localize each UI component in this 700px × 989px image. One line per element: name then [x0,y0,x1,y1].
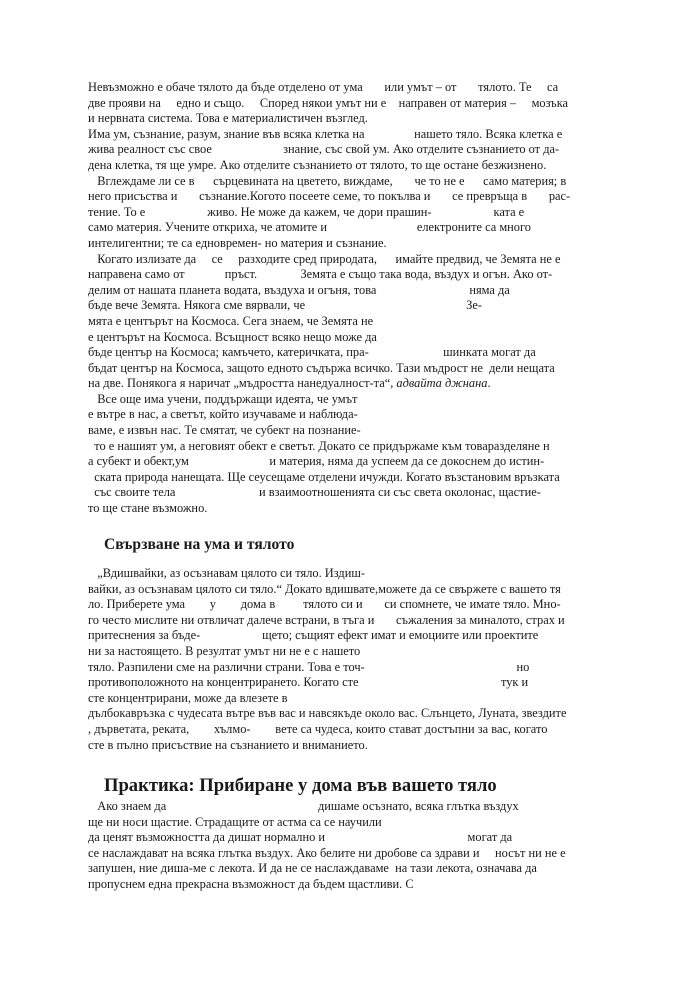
text-line: да ценят възможността да дишат нормално и могат да [88,830,513,845]
text-line: Когато излизате да се разходите сред природата, имайте предвид, че Земята не е [88,251,561,266]
section-heading-practice: Практика: Прибиране у дома във вашето тяло [104,775,497,796]
paragraph-block-practice [88,799,612,893]
text-line: и нервната система. Това е материалистичен възглед. [88,111,368,126]
text-line: го често мислите ни отвличат далече встрани, в тъга и съжаления за миналото, страх и [88,612,565,627]
text-line: тяло. Разпилени сме на различни страни. Това е точ- но [88,659,530,674]
text-line: Невъзможно е обаче тялото да бъде отделено от ума или умът – от тялото. Те са [88,80,559,94]
text-line: бъде вече Земята. Някога сме вярвали, че Зе- [88,298,482,313]
text-line: Има ум, съзнание, разум, знание във всяка клетка на нашето тяло. Всяка клетка е [88,126,563,141]
text-line: притеснения за бъде- щето; същият ефект имат и емоциите или проектите [88,628,539,643]
text-line: ло. Приберете ума у дома в тялото си и си спомнете, че имате тяло. Мно- [88,597,561,612]
text-line: противоположното на концентрирането. Когато сте тук и [88,675,529,690]
text-line: бъдат център на Космоса, защото едното съдържа всичко. Тази мъдрост не дели нещата [88,360,555,375]
text-line: пропуснем една прекрасна възможност да бъдем щастливи. С [88,876,414,891]
text-line: жива реалност със свое знание, със свой ум. Ако отделите съзнанието от да- [88,142,560,157]
text-line: ската природа нанещата. Ще сеусещаме отделени ичужди. Когато възстановим връзката [88,469,560,484]
text-line: бъде център на Космоса; камъчето, катеричката, пра- шинката могат да [88,345,536,360]
text-line: „Вдишвайки, аз осъзнавам цялото си тяло. Издиш- [88,566,366,580]
text-line: а субект и обект,ум и материя, няма да успеем да се докоснем до истин- [88,454,545,469]
section-heading-connecting-mind-body: Свързване на ума и тялото [104,536,295,553]
text-line: ни за настоящето. В резултат умът ни не е с нашето [88,643,361,658]
text-line: дена клетка, тя ще умре. Ако отделите съзнанието от тялото, то ще остане безжизнено. [88,157,547,172]
text-fragment: на две. Понякога я наричат „мъдростта нанедуалност-та“, [88,376,397,391]
text-line: , дърветата, реката, хълмо- вете са чудеса, които стават достъпни за вас, когато [88,721,548,736]
text-line: то ще стане възможно. [88,501,208,516]
text-line: Вглеждаме ли се в сърцевината на цветето, виждаме, че то не е само материя; в [88,173,567,188]
text-line: е центърът на Космоса. Всъщност всяко нещо може да [88,329,377,344]
text-line: интелигентни; те са едновремен- но материя и съзнание. [88,235,387,250]
text-line: тение. То е живо. Не може да кажем, че дори прашин- ката е [88,204,525,219]
text-line: със своите тела и взаимоотношенията си със света околонас, щастие- [88,485,541,500]
text-line: него присъства и съзнание.Когото посеете семе, то покълва и се превръща в рас- [88,189,571,204]
text-line: запушен, ние диша-ме с лекота. И да не се наслаждаваме на тази лекота, означава да [88,861,537,876]
paragraph-block-connecting [88,566,612,753]
period: . [487,376,491,391]
text-line-with-term [88,376,612,392]
text-line: мята е центърът на Космоса. Сега знаем, че Земята не [88,313,374,328]
text-line: само материя. Учените откриха, че атомите и електроните са много [88,220,531,235]
text-line: Все още има учени, поддържащи идеята, че умът [88,391,358,406]
italic-term: адвайта джнана [396,376,488,391]
text-line: ваме, е извън нас. Те смятат, че субект на познание- [88,423,361,438]
text-line: то е нашият ум, а неговият обект е светът. Докато се придържаме към товаразделяне н [88,438,550,453]
text-line: се наслаждават на всяка глътка въздух. Ако белите ни дробове са здрави и носът ни не е [88,845,566,860]
text-line: делим от нашата планета водата, въздуха и огъня, това няма да [88,282,510,297]
text-line: две прояви на едно и също. Според някои умът ни е направен от материя – мозъка [88,95,569,110]
text-line: направена само от пръст. Земята е също така вода, въздух и огън. Ако от- [88,267,553,282]
text-line: ще ни носи щастие. Страдащите от астма са се научили [88,814,382,829]
text-line: е вътре в нас, а светът, който изучаваме и наблюда- [88,407,358,422]
text-line: вайки, аз осъзнавам цялото си тяло.“ Докато вдишвате,можете да се свържете с вашето тя [88,581,561,596]
text-line: дълбокавръзка с чудесата вътре във вас и навсякъде около вас. Слънцето, Луната, звездите [88,706,567,721]
paragraph-block-mind-body [88,80,612,517]
text-line: Ако знаем да дишаме осъзнато, всяка глътка въздух [88,799,519,813]
text-line: сте концентрирани, може да влезете в [88,690,288,705]
text-line: сте в пълно присъствие на съзнанието и вниманието. [88,737,368,752]
